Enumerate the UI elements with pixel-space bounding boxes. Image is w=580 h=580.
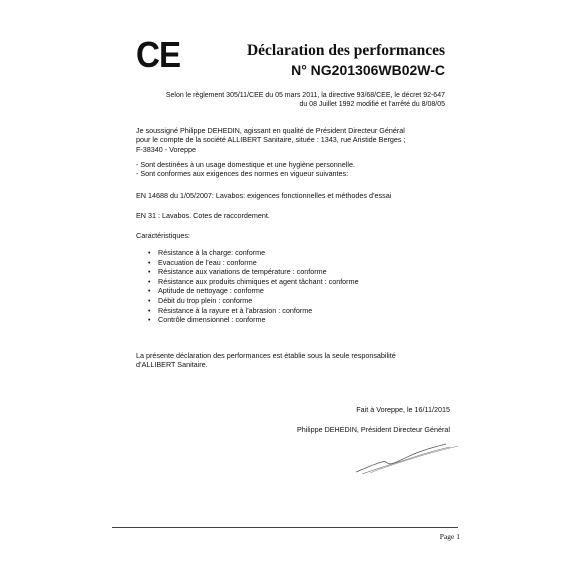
product-statements <box>136 160 451 179</box>
characteristics-heading: Caractéristiques: <box>136 231 190 240</box>
closing-paragraph <box>136 351 451 370</box>
intro-line: pour le compte de la société ALLIBERT Sanitaire, située : 1343, rue Aristide Berges ; <box>136 135 406 145</box>
closing-line: La présente déclaration des performances est établie sous la seule responsabilité <box>136 351 396 360</box>
product-statement: - Sont conformes aux exigences des normes en vigueur suivantes: <box>136 169 349 179</box>
closing-line: d’ALLIBERT Sanitaire. <box>136 360 208 370</box>
footer-rule <box>112 527 458 528</box>
ce-mark-logo: CE <box>136 34 181 75</box>
characteristic-item: • Résistance aux variations de température : conforme <box>148 267 359 277</box>
standard-en14688: EN 14688 du 1/05/2007: Lavabos: exigences fonctionnelles et méthodes d’essai <box>136 191 392 200</box>
signatory: Philippe DEHEDIN, Président Directeur Général <box>297 425 450 434</box>
characteristic-item: • Résistance aux produits chimiques et agent tâchant : conforme <box>148 277 359 287</box>
page-number: Page 1 <box>439 532 460 541</box>
handwritten-signature <box>352 438 462 478</box>
characteristic-item: • Contrôle dimensionnel : conforme <box>148 315 359 325</box>
declaration-number: N° NG201306WB02W-C <box>291 62 445 78</box>
regulation-reference <box>115 91 445 109</box>
standard-en31: EN 31 : Lavabos. Cotes de raccordement. <box>136 211 270 220</box>
place-date: Fait à Voreppe, le 16/11/2015 <box>356 405 450 414</box>
intro-line: F-38340 - Voreppe <box>136 144 196 154</box>
regulation-line: Selon le règlement 305/11/CEE du 05 mars 2011, la directive 93/68/CEE, le décret 92-647 <box>165 92 445 99</box>
characteristic-item: • Résistance à la rayure et à l’abrasion : conforme <box>148 306 359 316</box>
characteristic-item: • Evacuation de l’eau : conforme <box>148 258 359 268</box>
intro-paragraph <box>136 126 451 154</box>
product-statement: - Sont destinées à un usage domestique et une hygiène personnelle. <box>136 160 355 169</box>
regulation-line: du 08 Juillet 1992 modifié et l’arrêté du 8/08/05 <box>299 101 445 108</box>
characteristic-item: • Débit du trop plein : conforme <box>148 296 359 306</box>
characteristics-list <box>148 248 359 325</box>
document-title: Déclaration des performances <box>246 42 445 59</box>
characteristic-item: • Résistance à la charge: conforme <box>148 248 359 258</box>
intro-line: Je soussigné Philippe DEHEDIN, agissant en qualité de Président Directeur Général <box>136 126 405 135</box>
characteristic-item: • Aptitude de nettoyage : conforme <box>148 286 359 296</box>
